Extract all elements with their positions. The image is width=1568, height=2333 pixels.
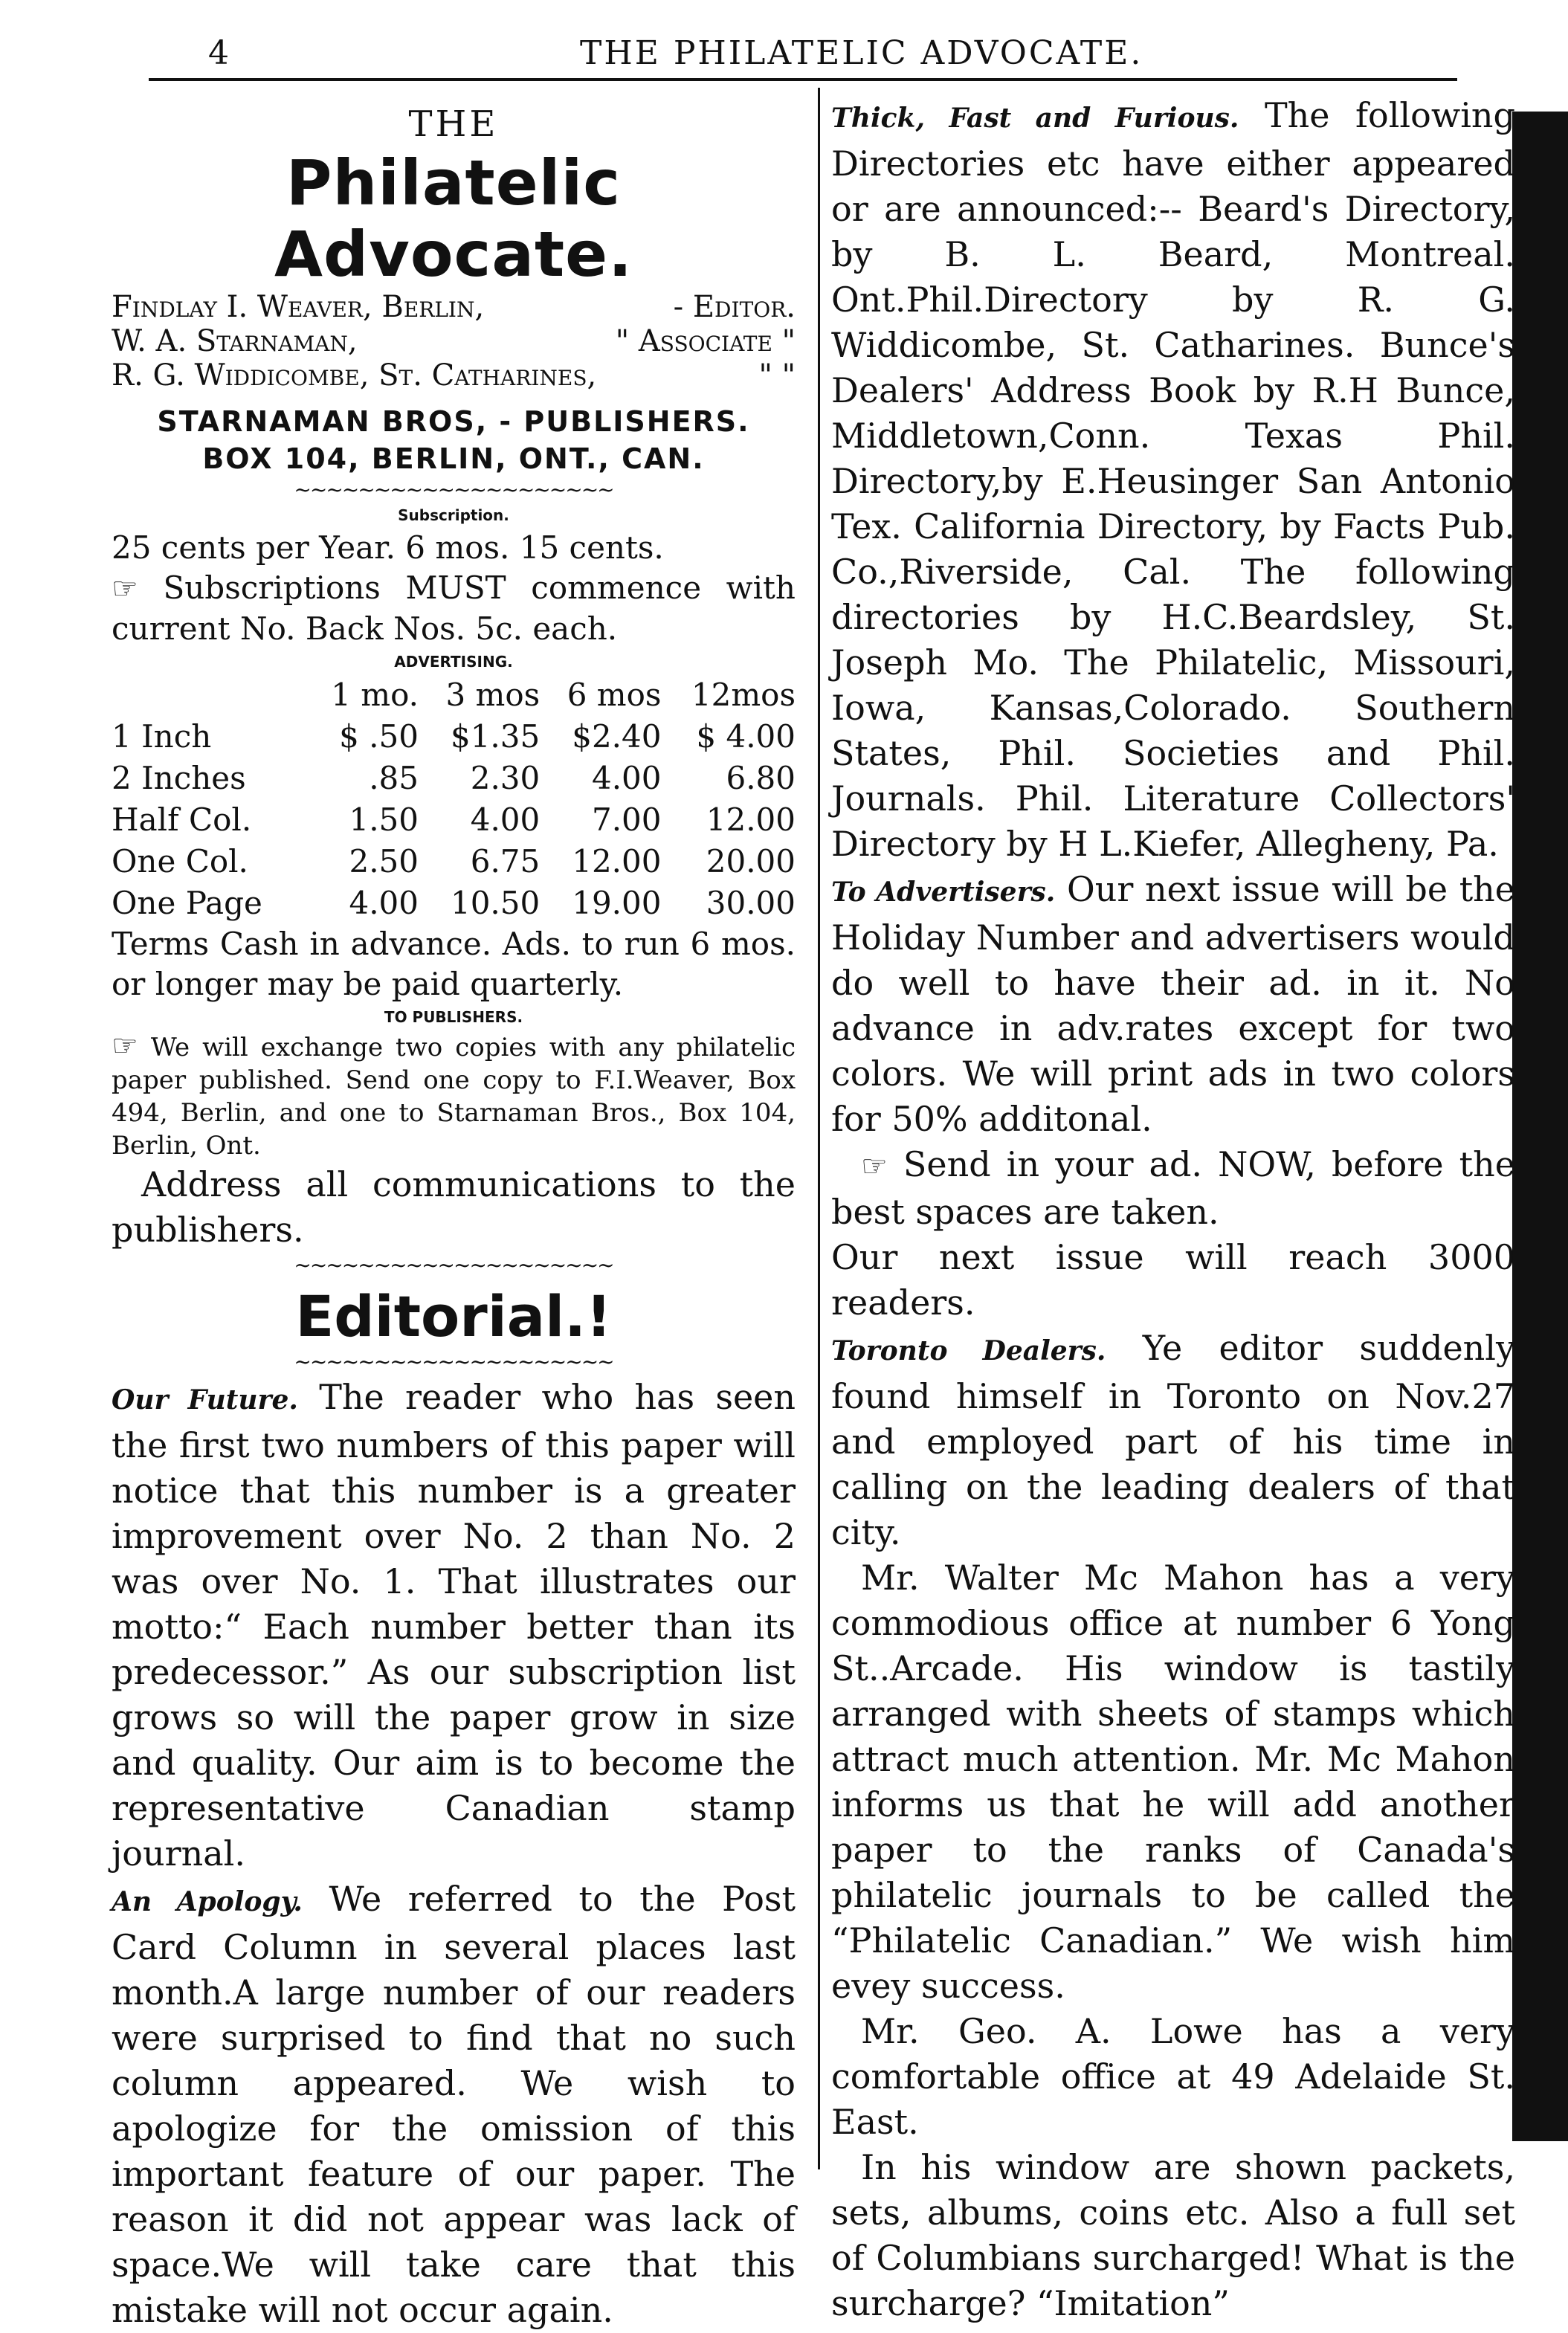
table-cell: 19.00 bbox=[572, 885, 662, 921]
article-text: We referred to the Post Card Column in several places last month.A large number of our readers were surprised to find that no such column appeared. We wish to apologize for the omission of this important feature of our paper. The reason it did not appear was lack of space.We will take care that this mistake will not occur again. bbox=[112, 1879, 796, 2330]
table-header-cell: 1 mo. bbox=[331, 677, 419, 713]
advertising-heading: ADVERTISING. bbox=[394, 653, 513, 671]
header-rule bbox=[149, 78, 1457, 81]
staff-name: Findlay I. Weaver, Berlin, bbox=[112, 290, 485, 324]
table-row bbox=[112, 882, 796, 924]
table-cell: 4.00 bbox=[349, 885, 419, 921]
exchange-note-para bbox=[112, 1030, 796, 1162]
running-title: THE PHILATELIC ADVOCATE. bbox=[580, 34, 1143, 72]
staff-row bbox=[112, 290, 796, 324]
table-row bbox=[112, 758, 796, 799]
table-row bbox=[112, 841, 796, 882]
send-note-para bbox=[831, 1142, 1515, 1235]
masthead-title: Philatelic Advocate. bbox=[274, 146, 633, 291]
table-cell: 2.50 bbox=[349, 843, 419, 880]
ornament-rule: ~~~~~~~~~~~~~~~~~~~~ bbox=[294, 1253, 613, 1277]
table-cell: 10.50 bbox=[450, 885, 541, 921]
table-cell: 30.00 bbox=[706, 885, 796, 921]
side-heading: Our Future. bbox=[112, 1384, 298, 1416]
page-edge-shadow bbox=[1512, 112, 1568, 2141]
table-cell: 12.00 bbox=[706, 801, 796, 838]
staff-role: " Associate " bbox=[615, 324, 796, 358]
masthead-the: THE bbox=[408, 103, 499, 145]
ornament-rule: ~~~~~~~~~~~~~~~~~~~~ bbox=[294, 477, 613, 502]
table-cell: 6.75 bbox=[470, 843, 541, 880]
toronto-dealers-article bbox=[831, 1326, 1515, 1555]
table-cell: .85 bbox=[369, 760, 419, 796]
apology-article bbox=[112, 1877, 796, 2333]
table-header-cell bbox=[112, 674, 306, 716]
table-header-row bbox=[112, 674, 796, 716]
table-cell: $1.35 bbox=[450, 718, 541, 755]
staff-row bbox=[112, 358, 796, 393]
publishers-line: STARNAMAN BROS, - PUBLISHERS. bbox=[157, 405, 750, 438]
mcmahon-paragraph: Mr. Walter Mc Mahon has a very commodious office at number 6 Yong St..Arcade. His window is tastily arranged with sheets of stamps which attract much attention. Mr. Mc Mahon informs us that he will add another paper to the ranks of Canada's philatelic journals to be called the “Philatelic Canadian.” We wish him evey success. bbox=[831, 1558, 1515, 2006]
to-advertisers-article bbox=[831, 867, 1515, 1142]
our-future-article bbox=[112, 1375, 796, 1877]
side-heading: To Advertisers. bbox=[831, 877, 1056, 908]
staff-role: " " bbox=[758, 358, 796, 393]
side-heading: Toronto Dealers. bbox=[831, 1335, 1106, 1366]
subscription-heading: Subscription. bbox=[398, 506, 509, 524]
table-header-cell: 6 mos bbox=[567, 677, 662, 713]
exchange-note: We will exchange two copies with any philatelic paper published. Send one copy to F.I.Weaver, Box 494, Berlin, and one to Starnaman Bros., Box 104, Berlin, Ont. bbox=[112, 1033, 796, 1161]
table-cell: 4.00 bbox=[591, 760, 662, 796]
lowe-paragraph: Mr. Geo. A. Lowe has a very comfortable office at 49 Adelaide St. East. bbox=[831, 2011, 1515, 2142]
staff-name: W. A. Starnaman, bbox=[112, 324, 358, 358]
article-text: Ye editor suddenly found himself in Toronto on Nov.27 and employed part of his time in calling on the leading dealers of that city. bbox=[831, 1328, 1516, 1552]
subscription-note-para bbox=[112, 568, 796, 649]
pointing-hand-icon: ☞ bbox=[112, 1029, 138, 1063]
table-cell: 1.50 bbox=[349, 801, 419, 838]
table-cell: 7.00 bbox=[591, 801, 662, 838]
editorial-heading: Editorial.! bbox=[295, 1283, 612, 1349]
table-cell: $2.40 bbox=[572, 718, 662, 755]
article-text: Our next issue will be the Holiday Number and advertisers would do well to have their ad. in it. No advance in adv.rates except for two colors. We will print ads in two colors for 50% additonal. bbox=[831, 869, 1516, 1139]
page-number: 4 bbox=[208, 34, 231, 72]
table-cell: 20.00 bbox=[706, 843, 796, 880]
pointing-hand-icon: ☞ bbox=[861, 1149, 888, 1184]
staff-list bbox=[112, 290, 796, 393]
table-cell: One Page bbox=[112, 885, 262, 921]
staff-row bbox=[112, 324, 796, 358]
ornament-rule: ~~~~~~~~~~~~~~~~~~~~ bbox=[294, 1349, 613, 1374]
staff-name: R. G. Widdicombe, St. Catharines, bbox=[112, 358, 597, 393]
table-cell: 6.80 bbox=[726, 760, 796, 796]
table-cell: $ .50 bbox=[339, 718, 419, 755]
right-column bbox=[831, 93, 1515, 2326]
table-header-cell: 3 mos bbox=[445, 677, 541, 713]
subscription-price: 25 cents per Year. 6 mos. 15 cents. bbox=[112, 529, 664, 566]
to-publishers-heading: TO PUBLISHERS. bbox=[384, 1008, 523, 1026]
side-heading: Thick, Fast and Furious. bbox=[831, 103, 1239, 134]
send-note: Send in your ad. NOW, before the best spaces are taken. bbox=[831, 1144, 1515, 1232]
advertising-rates-table bbox=[112, 674, 796, 924]
readers-note: Our next issue will reach 3000 readers. bbox=[831, 1237, 1515, 1323]
table-cell: 1 Inch bbox=[112, 718, 212, 755]
table-cell: 4.00 bbox=[470, 801, 541, 838]
window-paragraph: In his window are shown packets, sets, albums, coins etc. Also a full set of Columbians surcharged! What is the surcharge? “Imitation” bbox=[831, 2147, 1515, 2323]
side-heading: An Apology. bbox=[112, 1886, 303, 1917]
table-row bbox=[112, 716, 796, 758]
article-text: The following Directories etc have either appeared or are announced:-- Beard's Directory, by B. L. Beard, Montreal. Ont.Phil.Directory by R. G. Widdicombe, St. Catharines. Bunce's Dealers' Address Book by R.H Bunce, Middletown,Conn. Texas Phil. Directory,by E.Heusinger San Antonio Tex. California Directory, by Facts Pub. Co.,Riverside, Cal. The following directories by H.C.Beardsley, St. Joseph Mo. The Philatelic, Missouri, Iowa, Kansas,Colorado. Southern States, Phil. Societies and Phil. Journals. Phil. Literature Collectors' Directory by H L.Kiefer, Allegheny, Pa. bbox=[831, 95, 1515, 864]
table-cell: 2 Inches bbox=[112, 760, 246, 796]
directories-article bbox=[831, 93, 1515, 867]
pointing-hand-icon: ☞ bbox=[112, 572, 138, 606]
publisher-address: BOX 104, BERLIN, ONT., CAN. bbox=[202, 442, 705, 475]
table-cell: Half Col. bbox=[112, 801, 252, 838]
table-cell: One Col. bbox=[112, 843, 248, 880]
table-row bbox=[112, 799, 796, 841]
staff-role: - Editor. bbox=[673, 290, 796, 324]
subscription-note: Subscriptions MUST commence with current No. Back Nos. 5c. each. bbox=[112, 569, 796, 647]
running-head bbox=[112, 28, 1450, 73]
address-note: Address all communications to the publishers. bbox=[112, 1164, 796, 1250]
left-column bbox=[112, 93, 796, 2333]
table-header-cell: 12mos bbox=[691, 677, 796, 713]
table-cell: $ 4.00 bbox=[696, 718, 796, 755]
table-cell: 12.00 bbox=[572, 843, 662, 880]
table-cell: 2.30 bbox=[470, 760, 541, 796]
column-divider bbox=[818, 88, 820, 2169]
advertising-terms: Terms Cash in advance. Ads. to run 6 mos. or longer may be paid quarterly. bbox=[112, 926, 796, 1002]
article-text: The reader who has seen the first two numbers of this paper will notice that this number is a greater improvement over No. 2 than No. 2 was over No. 1. That illustrates our motto:“ Each number better than its predecessor.” As our subscription list grows so will the paper grow in size and quality. Our aim is to become the representative Canadian stamp journal. bbox=[112, 1377, 796, 1874]
